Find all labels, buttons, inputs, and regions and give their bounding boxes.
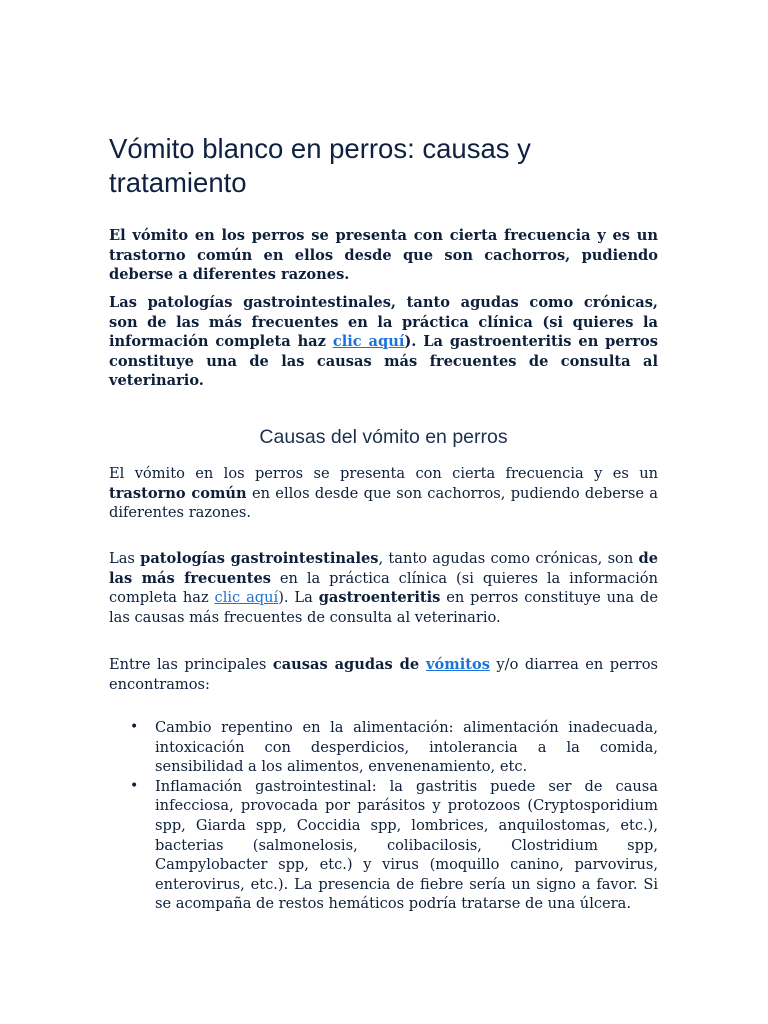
page-title: Vómito blanco en perros: causas y tratamiento	[109, 133, 531, 198]
s-p2-b: , tanto agudas como crónicas, son	[378, 550, 639, 567]
s-p3-bold: causas agudas de	[272, 656, 427, 673]
bullet-icon: •	[130, 777, 139, 794]
s-p2-bold3: gastroenteritis	[318, 589, 441, 607]
list-item	[109, 718, 658, 777]
s-p2-a: Las	[109, 550, 141, 567]
intro-p2-text-b: ). La gastroenteritis en perros constituye una de las causas más frecuentes de consulta al veterinario.	[109, 333, 658, 390]
section-click-here-link[interactable]: clic aquí	[214, 589, 279, 607]
list-item	[109, 777, 658, 914]
list-item-text: Cambio repentino en la alimentación: alimentación inadecuada, intoxicación con desperdicios, intolerancia a la comida, sensibilidad a los alimentos, envenenamiento, etc.	[155, 719, 658, 776]
section-paragraph-3	[109, 655, 658, 694]
s-p1-a: El vómito en los perros se presenta con cierta frecuencia y es un	[109, 465, 658, 482]
s-p1-bold: trastorno común	[109, 484, 247, 502]
intro-p2-text-a: Las patologías gastrointestinales, tanto agudas como crónicas, son de las más frecuentes en la práctica clínica (si quieres la información completa haz	[109, 294, 658, 351]
s-p3-b: y/o diarrea en perros encontramos:	[109, 656, 658, 693]
s-p2-d: ). La	[278, 589, 319, 607]
intro-paragraph-2	[109, 293, 658, 391]
bullet-icon: •	[130, 719, 139, 735]
section-paragraph-1	[109, 464, 658, 523]
s-p1-b: en ellos desde que son cachorros, pudiendo deberse a diferentes razones.	[109, 484, 658, 522]
section-paragraph-2	[109, 549, 658, 627]
causes-list	[109, 718, 658, 914]
s-p3-a: Entre las principales	[109, 656, 273, 673]
intro-paragraph-1: El vómito en los perros se presenta con cierta frecuencia y es un trastorno común en ellos desde que son cachorros, pudiendo deberse a diferentes razones.	[109, 227, 658, 284]
intro-click-here-link[interactable]: clic aquí	[332, 333, 405, 351]
s-p2-bold2: de las más frecuentes	[109, 550, 658, 587]
list-item-text: Inflamación gastrointestinal: la gastritis puede ser de causa infecciosa, provocada por parásitos y protozoos (Cryptosporidium spp, Giarda spp, Coccidia spp, lombrices, anquilostomas, etc.), bacterias (salmonelosis, colibacilosis, Clostridium spp, Campylobacter spp, etc.) y virus (moquillo canino, parvovirus, enterovirus, etc.). La presencia de fiebre sería un signo a favor. Si se acompaña de restos hemáticos podría tratarse de una úlcera.	[155, 777, 658, 913]
s-p2-e: en perros constituye una de las causas más frecuentes de consulta al veterinario.	[109, 589, 658, 626]
section-heading: Causas del vómito en perros	[259, 426, 508, 448]
s-p2-bold1: patologías gastrointestinales	[140, 550, 379, 567]
s-p2-c: en la práctica clínica (si quieres la información completa haz	[109, 569, 658, 607]
vomitos-link[interactable]: vómitos	[426, 656, 490, 673]
